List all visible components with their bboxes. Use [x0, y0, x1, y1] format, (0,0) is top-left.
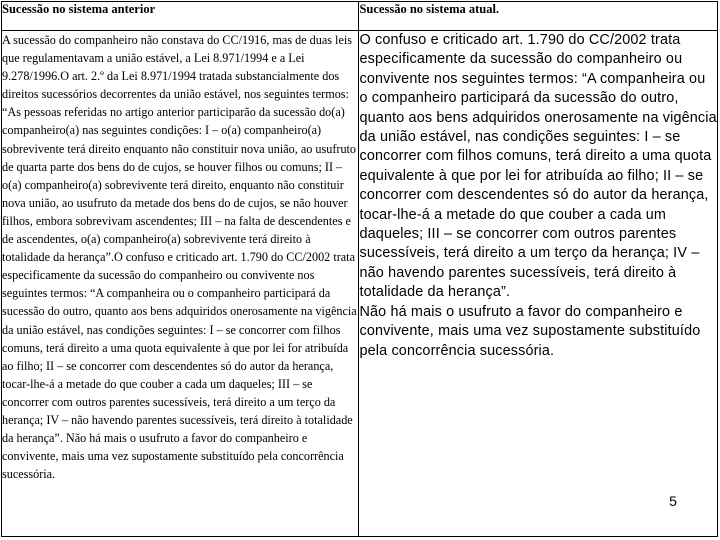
comparison-table	[1, 1, 718, 537]
current-system-paragraph-2: Não há mais o usufruto a favor do companheiro e convivente, mais uma vez supostamente substituído pela concorrência sucessória.	[359, 303, 701, 359]
table-body-row	[2, 31, 718, 537]
header-previous-system: Sucessão no sistema anterior	[2, 2, 359, 31]
page-number: 5	[669, 493, 677, 509]
previous-system-text: A sucessão do companheiro não constava do CC/1916, mas de duas leis que regulamentavam a união estável, a Lei 8.971/1994 e a Lei 9.278/1996.O art. 2.º da Lei 8.971/1994 tratada substancialmente dos direitos sucessórios decorrentes da união estável, nos seguintes termos: “As pessoas referidas no artigo anterior participarão da sucessão do(a) companheiro(a) nas seguintes condições: I – o(a) companheiro(a) sobrevivente terá direito enquanto não constituir nova união, ao usufruto de quarta parte dos bens do de cujos, se houver filhos ou comuns; II – o(a) companheiro(a) sobrevivente terá direito, enquanto não constituir nova união, ao usufruto da metade dos bens do de cujos, se não houver filhos, embora sobrevivam ascendentes; III – na falta de descendentes e de ascendentes, o(a) companheiro(a) sobrevivente terá direito à totalidade da herança”.O confuso e criticado art. 1.790 do CC/2002 trata especificamente da sucessão do companheiro ou convivente nos seguintes termos: “A companheira ou o companheiro participará da sucessão do outro, quanto aos bens adquiridos onerosamente na vigência da união estável, nas condições seguintes: I – se concorrer com filhos comuns, terá direito a uma quota equivalente à que por lei for atribuída ao filho; II – se concorrer com descendentes só do autor da herança, tocar-lhe-á a metade do que couber a cada um daqueles; III – se concorrer com outros parentes sucessíveis, terá direito a um terço da herança; IV – não havendo parentes sucessíveis, terá direito à totalidade da herança”. Não há mais o usufruto a favor do companheiro e convivente, mais uma vez supostamente substituído pela concorrência sucessória.	[2, 31, 359, 537]
header-current-system: Sucessão no sistema atual.	[359, 2, 718, 31]
current-system-paragraph-1: O confuso e criticado art. 1.790 do CC/2002 trata especificamente da sucessão do companheiro ou convivente nos seguintes termos: “A companheira ou o companheiro participará da sucessão do outro, quanto aos bens adquiridos onerosamente na vigência da união estável, nas condições seguintes: I – se concorrer com filhos comuns, terá direito a uma quota equivalente à que por lei for atribuída ao filho; II – se concorrer com descendentes só do autor da herança, tocar-lhe-á a metade do que couber a cada um daqueles; III – se concorrer com outros parentes sucessíveis, terá direito a um terço da herança; IV – não havendo parentes sucessíveis, terá direito à totalidade da herança”.	[359, 32, 717, 301]
table-header-row	[2, 2, 718, 31]
current-system-cell	[359, 31, 718, 537]
